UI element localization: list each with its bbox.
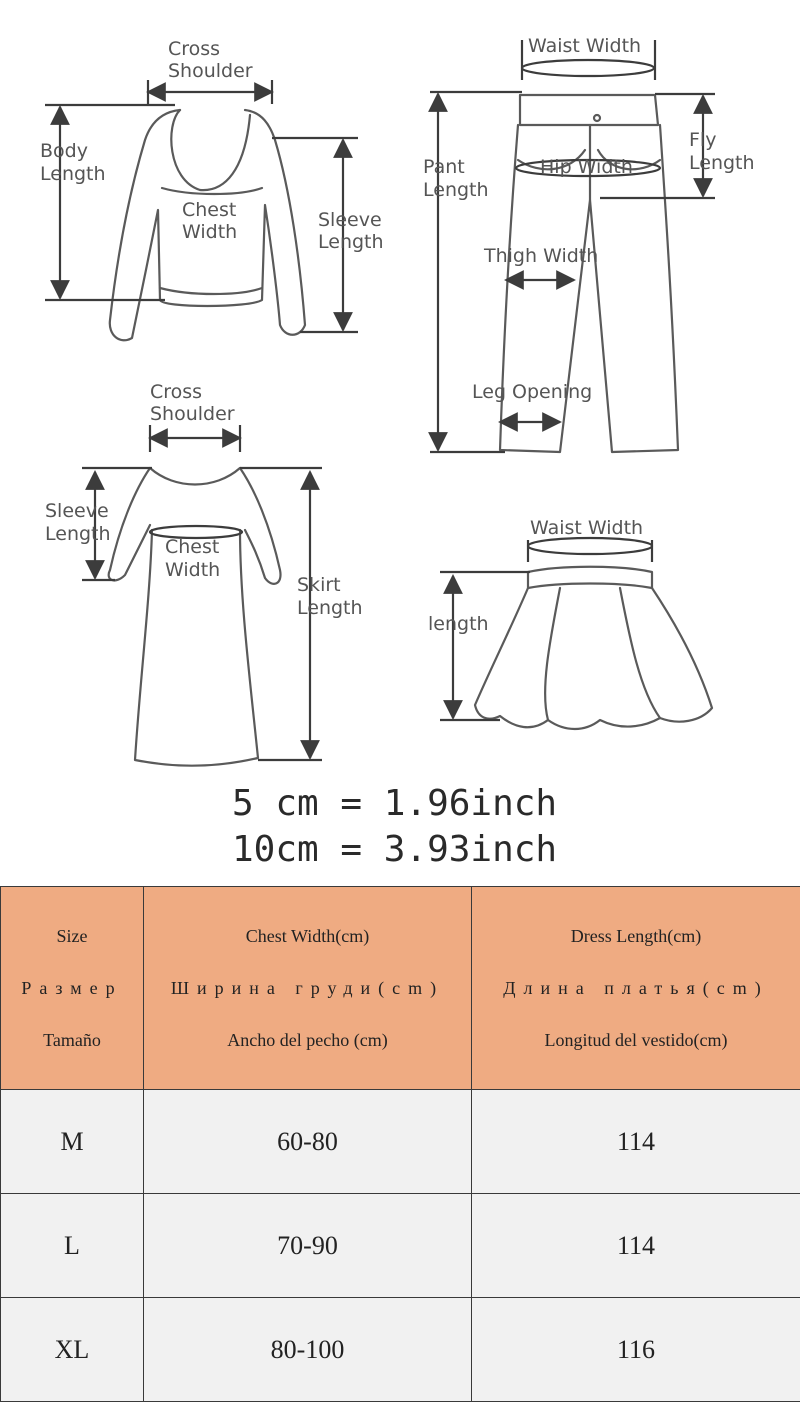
length-cell: 114 bbox=[472, 1090, 800, 1194]
dress-illustration bbox=[109, 468, 281, 766]
length-cell: 114 bbox=[472, 1194, 800, 1298]
length-cell: 116 bbox=[472, 1298, 800, 1402]
sweater-body-length-label-1: Body bbox=[40, 140, 88, 162]
pants-fly-length-label-2: Length bbox=[689, 152, 755, 174]
size-cell: M bbox=[1, 1090, 144, 1194]
dress-chest-width-label-2: Width bbox=[165, 559, 220, 581]
dress-sleeve-length-label-1: Sleeve bbox=[45, 500, 109, 522]
size-cell: XL bbox=[1, 1298, 144, 1402]
pants-thigh-width-label: Thigh Width bbox=[483, 245, 598, 267]
pants-fly-length-label-1: Fly bbox=[689, 129, 716, 151]
header-chest-en: Chest Width(cm) bbox=[145, 910, 470, 962]
header-size-cell bbox=[1, 887, 144, 1090]
dress-cross-shoulder-label-2: Shoulder bbox=[150, 403, 235, 425]
dress-chest-width-label-1: Chest bbox=[165, 536, 219, 558]
sweater-chest-width-label-1: Chest bbox=[182, 199, 236, 221]
sweater-chest-width-label-2: Width bbox=[182, 221, 237, 243]
dress-measure-lines bbox=[82, 425, 322, 760]
pants-waist-width-label: Waist Width bbox=[528, 35, 641, 57]
chest-cell: 60-80 bbox=[144, 1090, 472, 1194]
pants-pant-length-label-1: Pant bbox=[423, 156, 465, 178]
header-chest-es: Ancho del pecho (cm) bbox=[145, 1014, 470, 1066]
header-length-es: Longitud del vestido(cm) bbox=[473, 1014, 799, 1066]
header-length-en: Dress Length(cm) bbox=[473, 910, 799, 962]
chest-cell: 70-90 bbox=[144, 1194, 472, 1298]
skirt-waist-width-label: Waist Width bbox=[530, 517, 643, 539]
dress-sleeve-length-label-2: Length bbox=[45, 523, 111, 545]
size-chart-table bbox=[0, 886, 800, 1402]
skirt-length-label: length bbox=[428, 613, 489, 635]
sweater-body-length-label-2: Length bbox=[40, 163, 106, 185]
sweater-cross-shoulder-label-2: Shoulder bbox=[168, 60, 253, 82]
dress-cross-shoulder-label-1: Cross bbox=[150, 381, 202, 403]
skirt-illustration bbox=[475, 567, 712, 729]
header-length-cell bbox=[472, 887, 800, 1090]
header-size-en: Size bbox=[2, 910, 142, 962]
pants-leg-opening-label: Leg Opening bbox=[472, 381, 592, 403]
header-size-ru: Размер bbox=[2, 962, 142, 1014]
conversion-line-10cm: 10cm = 3.93inch bbox=[232, 829, 557, 870]
dress-skirt-length-label-1: Skirt bbox=[297, 574, 341, 596]
dress-skirt-length-label-2: Length bbox=[297, 597, 363, 619]
header-chest-ru: Ширина груди(cm) bbox=[145, 962, 470, 1014]
table-row bbox=[1, 1194, 800, 1298]
table-row bbox=[1, 1090, 800, 1194]
conversion-line-5cm: 5 cm = 1.96inch bbox=[232, 783, 557, 824]
header-length-ru: Длина платья(cm) bbox=[473, 962, 799, 1014]
chest-cell: 80-100 bbox=[144, 1298, 472, 1402]
header-chest-cell bbox=[144, 887, 472, 1090]
sweater-sleeve-length-label-1: Sleeve bbox=[318, 209, 382, 231]
pants-pant-length-label-2: Length bbox=[423, 179, 489, 201]
sweater-sleeve-length-label-2: Length bbox=[318, 231, 384, 253]
header-size-es: Tamaño bbox=[2, 1014, 142, 1066]
table-row bbox=[1, 1298, 800, 1402]
sweater-cross-shoulder-label-1: Cross bbox=[168, 38, 220, 60]
pants-hip-width-label: Hip Width bbox=[540, 156, 633, 178]
size-cell: L bbox=[1, 1194, 144, 1298]
table-header-row bbox=[1, 887, 800, 1090]
